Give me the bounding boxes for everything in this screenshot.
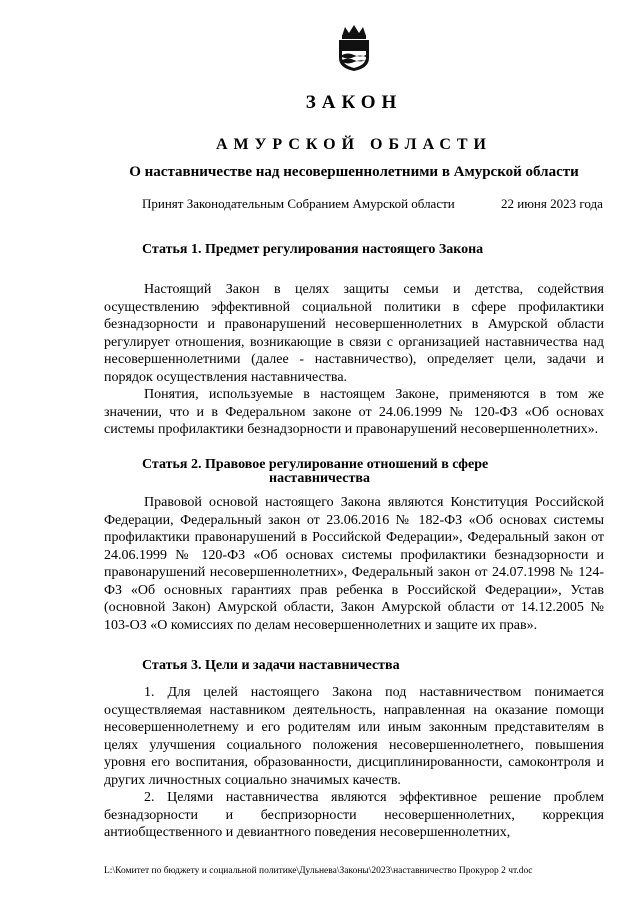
- article-2-paragraph-1: Правовой основой настоящего Закона являются Конституция Российской Федерации, Федеральный закон от 23.06.2016 № 182-ФЗ «Об основах системы профилактики правонарушений в Российской Федерации», Федеральный закон от 24.06.1999 № 120-ФЗ «Об основах системы профилактики безнадзорности и правонарушений несовершеннолетних», Федеральный закон от 24.07.1998 № 124-ФЗ «Об основных гарантиях прав ребенка в Российской Федерации», Устав (основной Закон) Амурской области, Закон Амурской области от 14.12.2005 № 103-ОЗ «О комиссиях по делам несовершеннолетних и защите их прав».: [104, 495, 604, 633]
- article-3-heading: Статья 3. Цели и задачи наставничества: [142, 658, 400, 673]
- coat-of-arms-icon: [336, 24, 372, 72]
- law-title: ЗАКОН: [305, 92, 403, 113]
- file-path-footer: L:\Комитет по бюджету и социальной политике\Дульнева\Законы\2023\наставничество Прокурор 2 чт.doc: [104, 866, 533, 876]
- region-title: АМУРСКОЙ ОБЛАСТИ: [216, 136, 492, 153]
- article-3-paragraph-2: 2. Целями наставничества являются эффективное решение проблем безнадзорности и беспризорности несовершеннолетних, коррекция антиобщественного и девиантного поведения несовершеннолетних,: [104, 790, 604, 840]
- article-2-heading-line-1: Статья 2. Правовое регулирование отношений в сфере: [142, 457, 489, 472]
- article-2-heading: [142, 458, 488, 486]
- article-3-body: [104, 684, 604, 842]
- article-1-body: [104, 281, 604, 439]
- article-1-paragraph-2: Понятия, используемые в настоящем Законе, применяются в том же значении, что и в Федеральном законе от 24.06.1999 № 120-ФЗ «Об основах системы профилактики безнадзорности и правонарушений несовершеннолетних».: [104, 387, 604, 437]
- law-subject: О наставничестве над несовершеннолетними в Амурской области: [129, 164, 579, 180]
- article-1-paragraph-1: Настоящий Закон в целях защиты семьи и детства, содействия осуществлению эффективной социальной политики в сфере профилактики безнадзорности и правонарушений несовершеннолетних в Амурской области регулирует отношения, возникающие в связи с организацией наставничества над несовершеннолетними (далее - наставничество), определяет цели, задачи и порядок осуществления наставничества.: [104, 282, 604, 385]
- article-3-paragraph-1: 1. Для целей настоящего Закона под наставничеством понимается осуществляемая наставником деятельность, направленная на оказание помощи несовершеннолетнему и его родителям или иным законным представителям в целях улучшения социального положения несовершеннолетнего, повышения уровня его воспитания, образованности, дисциплинированности, самоконтроля и других личностных социально значимых качеств.: [104, 685, 604, 788]
- adopted-date: 22 июня 2023 года: [501, 196, 603, 211]
- adopted-by: Принят Законодательным Собранием Амурской области: [142, 196, 455, 211]
- article-1-heading: Статья 1. Предмет регулирования настоящего Закона: [142, 242, 484, 257]
- article-2-body: [104, 494, 604, 634]
- article-2-heading-line-2: наставничества: [269, 471, 370, 486]
